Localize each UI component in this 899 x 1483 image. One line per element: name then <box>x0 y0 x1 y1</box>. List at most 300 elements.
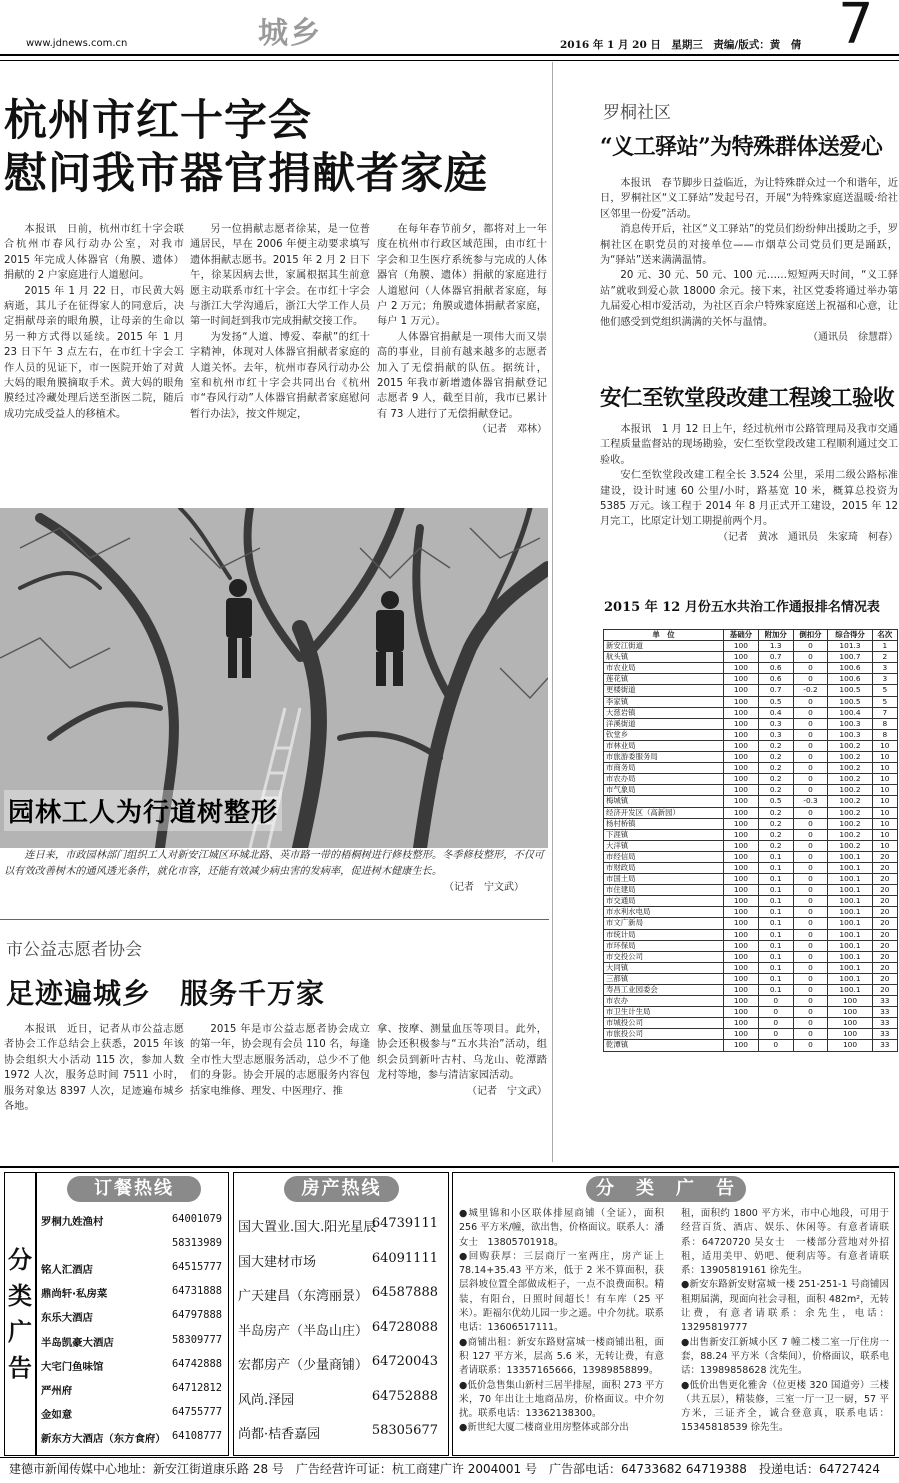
page-number: 7 <box>838 0 874 57</box>
ranking-row <box>604 707 898 718</box>
dining-phone[interactable]: 58309777 <box>171 1333 222 1346</box>
dining-name: 罗桐九姓渔村 <box>41 1216 104 1228</box>
ranking-row <box>604 807 898 818</box>
ranking-value-cell: 0 <box>793 785 828 796</box>
ranking-value-cell: 0 <box>793 1029 828 1040</box>
ranking-value-cell: 100.1 <box>828 874 872 885</box>
house-name: 国大建材市场 <box>238 1254 317 1270</box>
ranking-unit-cell: 钦堂乡 <box>604 729 724 740</box>
ranking-value-cell: 0.1 <box>758 885 793 896</box>
ranking-value-cell: 0 <box>793 718 828 729</box>
ranking-value-cell: 5 <box>872 685 897 696</box>
ranking-value-cell: 0 <box>793 763 828 774</box>
house-entry <box>238 1216 438 1235</box>
ranking-value-cell: 0 <box>793 641 828 652</box>
ranking-value-cell: 0 <box>793 674 828 685</box>
ranking-value-cell: 100.2 <box>828 752 872 763</box>
ranking-value-cell: 100 <box>724 918 759 929</box>
house-phone[interactable]: 64728088 <box>371 1319 438 1335</box>
dining-phone[interactable]: 64797888 <box>171 1309 222 1322</box>
ranking-value-cell: 100 <box>724 663 759 674</box>
ranking-value-cell: 100.1 <box>828 918 872 929</box>
classified-title: 分 类 广 告 <box>586 1176 746 1202</box>
ranking-value-cell: 0 <box>793 1040 828 1051</box>
ranking-row <box>604 829 898 840</box>
volunteer-col-3 <box>377 1022 547 1099</box>
footer-info: 建德市新闻传媒中心地址：新安江街道康乐路 28 号 广告经营许可证：杭工商建广许 2004001 号 广告部电话：64733682 64719388 投递电话：64727424 <box>0 1458 899 1483</box>
ranking-unit-cell: 市环保局 <box>604 940 724 951</box>
section-rule <box>0 60 899 61</box>
ranking-value-cell: 0.6 <box>758 674 793 685</box>
ranking-value-cell: 0.3 <box>758 729 793 740</box>
ranking-value-cell: 100.7 <box>828 652 872 663</box>
ranking-unit-cell: 市国土局 <box>604 874 724 885</box>
ranking-col-bonus: 附加分 <box>758 630 793 641</box>
house-name: 国大置业.国大.阳光星辰 <box>238 1220 377 1235</box>
house-entry <box>238 1251 438 1270</box>
ranking-row <box>604 752 898 763</box>
ranking-value-cell: 100.2 <box>828 840 872 851</box>
ranking-unit-cell: 乾潭镇 <box>604 1040 724 1051</box>
classified-item: ●商铺出租：新安东路财富城一楼商铺出租，面积 127 平方米，层高 5.6 米，无转让费，有意者请联系：13357165666，13989858899。 <box>459 1336 664 1377</box>
ranking-value-cell: 5 <box>872 696 897 707</box>
ranking-value-cell: 100 <box>724 874 759 885</box>
ranking-value-cell: 100.5 <box>828 685 872 696</box>
classified-item: ●城里锦和小区联体排屋商铺（全证），面积 256 平方米/幢，欲出售，价格面议。联系人：潘女士 13805701918。 <box>459 1208 664 1248</box>
main-paragraph: 人体器官捐献是一项伟大而又崇高的事业，目前有越来越多的志愿者加入了无偿捐献的队伍。据统计，2015 年我市新增遗体器官捐献登记志愿者 9 人，截至目前，我市已累计有 73 人进行了无偿捐献登记。 <box>377 331 547 420</box>
ranking-unit-cell: 市旅游委服务局 <box>604 752 724 763</box>
ranking-value-cell: 100 <box>724 774 759 785</box>
ranking-row <box>604 1029 898 1040</box>
house-phone[interactable]: 64091111 <box>371 1250 438 1266</box>
ranking-row <box>604 962 898 973</box>
ranking-value-cell: 0 <box>793 851 828 862</box>
ranking-unit-cell: 大慈岩镇 <box>604 707 724 718</box>
ads-side-label <box>4 1172 36 1456</box>
classified-item: ●低价急售集山新村三居半排屋，面积 273 平方米，70 年出让土地商品房，价格面议。中介勿扰。联系电话：13362138300。 <box>459 1379 664 1420</box>
ranking-row <box>604 840 898 851</box>
dining-phone[interactable]: 64001079 <box>171 1213 222 1225</box>
ranking-value-cell: 1.3 <box>758 641 793 652</box>
ranking-value-cell: 101.3 <box>828 641 872 652</box>
ranking-unit-cell: 市旅投公司 <box>604 1029 724 1040</box>
ranking-value-cell: 100.2 <box>828 785 872 796</box>
ads-side-char: 分 <box>8 1245 32 1274</box>
yiwu-kicker: 罗桐社区 <box>603 103 671 123</box>
dining-phone[interactable]: 64742888 <box>171 1357 222 1370</box>
ranking-row <box>604 1007 898 1018</box>
ranking-value-cell: 2 <box>872 652 897 663</box>
photo-headline: 园林工人为行道树整形 <box>4 790 282 831</box>
house-phone[interactable]: 58305677 <box>371 1423 438 1438</box>
ranking-unit-cell: 更楼街道 <box>604 685 724 696</box>
ranking-value-cell: 0.7 <box>758 685 793 696</box>
ranking-value-cell: 100 <box>724 973 759 984</box>
classified-item: 租，面积约 1800 平方米，市中心地段，可用于经营百货、酒店、娱乐、休闲等。有意者请联系：64720720 吴女士 一楼部分营地对外招租，适用美甲、奶吧、便利店等。有意者请联系：13905819161 徐先生。 <box>681 1208 889 1277</box>
ranking-row <box>604 818 898 829</box>
classified-item: ●新安东路新安财富城一楼 251-251-1 号商铺因租期届满，现面向社会寻租，面积 482m²，无转让费，有意者请联系：余先生，电话：13295819777 <box>681 1279 889 1334</box>
dining-name: 严州府 <box>41 1384 73 1397</box>
ranking-value-cell: 100.1 <box>828 896 872 907</box>
ranking-value-cell: 7 <box>872 707 897 718</box>
ranking-unit-cell: 航头镇 <box>604 652 724 663</box>
ranking-value-cell: 100 <box>724 763 759 774</box>
ranking-value-cell: 10 <box>872 796 897 807</box>
masthead-top-rule <box>0 54 899 56</box>
ranking-value-cell: 20 <box>872 885 897 896</box>
ranking-value-cell: 100.2 <box>828 740 872 751</box>
ranking-unit-cell: 市农办局 <box>604 774 724 785</box>
ranking-value-cell: 100 <box>724 829 759 840</box>
ranking-value-cell: 0.2 <box>758 818 793 829</box>
ranking-value-cell: 0 <box>758 1029 793 1040</box>
dining-name: 金如意 <box>41 1408 73 1421</box>
classified-col-right <box>681 1207 889 1453</box>
ranking-value-cell: 100.1 <box>828 973 872 984</box>
ranking-table <box>603 629 898 1052</box>
ranking-value-cell: 0 <box>793 652 828 663</box>
ranking-value-cell: 100.2 <box>828 763 872 774</box>
ranking-value-cell: 100.2 <box>828 818 872 829</box>
ranking-value-cell: 100 <box>724 1007 759 1018</box>
ranking-value-cell: 0.2 <box>758 752 793 763</box>
main-paragraph: 在每年春节前夕，都将对上一年度在杭州市行政区域范围，由市红十字会和卫生医疗系统参与完成的人体器官（角膜、遗体）捐献的家庭进行人道慰问（人体器官捐献者家庭，每户 2 万元；角膜或遗体捐献者家庭，每户 1 万元）。 <box>377 224 547 328</box>
ranking-row <box>604 862 898 873</box>
yiwu-paragraph: 消息传开后，社区“义工驿站”的党员们纷纷伸出援助之手，罗桐社区在职党员的对接单位——市烟草公司党员们更是踊跃，为“驿站”送来满满温情。 <box>600 224 898 267</box>
ranking-unit-cell: 市交通局 <box>604 896 724 907</box>
ranking-value-cell: 100 <box>724 652 759 663</box>
volunteer-rule <box>0 919 549 920</box>
ranking-value-cell: 100.2 <box>828 796 872 807</box>
road-headline: 安仁至钦堂段改建工程竣工验收 <box>600 386 895 411</box>
ranking-value-cell: 100.1 <box>828 962 872 973</box>
house-entry <box>238 1389 438 1408</box>
ranking-value-cell: 20 <box>872 973 897 984</box>
date-line: 2016 年 1 月 20 日 星期三 责编/版式：黄 倩 <box>560 39 802 51</box>
house-entry <box>238 1320 438 1339</box>
ranking-col-total: 综合得分 <box>828 630 872 641</box>
volunteer-paragraph: 本报讯 近日，记者从市公益志愿者协会工作总结会上获悉，2015 年该协会组织大小活动 115 次，参加人数 1972 人次，服务总时间 7511 小时，服务对象达 8397 人次，足迹遍布城乡各地。 <box>4 1024 184 1113</box>
ranking-value-cell: 100.2 <box>828 774 872 785</box>
ranking-value-cell: 0.1 <box>758 907 793 918</box>
ranking-value-cell: 0 <box>793 962 828 973</box>
ranking-value-cell: 0.2 <box>758 774 793 785</box>
dining-name: 半岛凯豪大酒店 <box>41 1336 114 1349</box>
ranking-value-cell: 0.1 <box>758 918 793 929</box>
ranking-value-cell: 0.1 <box>758 985 793 996</box>
road-byline: （记者 黄冰 通讯员 朱家琦 柯春） <box>718 531 898 543</box>
ranking-value-cell: 0 <box>793 663 828 674</box>
ranking-unit-cell: 市农业局 <box>604 663 724 674</box>
house-entry <box>238 1423 438 1442</box>
ranking-unit-cell: 市财政局 <box>604 862 724 873</box>
ranking-value-cell: 100.6 <box>828 674 872 685</box>
ranking-value-cell: 10 <box>872 774 897 785</box>
ranking-value-cell: 0 <box>793 829 828 840</box>
site-url[interactable]: www.jdnews.com.cn <box>26 38 128 49</box>
ranking-value-cell: 100 <box>724 962 759 973</box>
ranking-row <box>604 885 898 896</box>
ranking-row <box>604 996 898 1007</box>
ranking-value-cell: 10 <box>872 785 897 796</box>
ranking-row <box>604 985 898 996</box>
volunteer-kicker: 市公益志愿者协会 <box>6 940 142 960</box>
ranking-unit-cell: 莲花镇 <box>604 674 724 685</box>
classified-col-left <box>459 1207 664 1453</box>
ranking-col-unit: 单 位 <box>604 630 724 641</box>
ranking-value-cell: 33 <box>872 1029 897 1040</box>
photo-caption <box>4 848 548 895</box>
classified-item: ●低价出售更化雅舍（位更楼 320 国道旁）三楼（共五层），精装修，三室一厅一卫一厨，57 平方米，三证齐全，诚合登意真，联系电话：15345818539 徐先生。 <box>681 1379 889 1434</box>
ranking-row <box>604 652 898 663</box>
main-byline: （记者 邓林） <box>477 424 547 436</box>
road-paragraph: 本报讯 1 月 12 日上午，经过杭州市公路管理局及我市交通工程质量监督站的现场勘验，安仁至钦堂段改建工程顺利通过交工验收。 <box>600 424 898 466</box>
ranking-value-cell: 0 <box>793 918 828 929</box>
yiwu-body <box>600 176 898 345</box>
ranking-value-cell: 100 <box>724 896 759 907</box>
ranking-value-cell: 0 <box>793 818 828 829</box>
ranking-value-cell: 100.1 <box>828 929 872 940</box>
ranking-value-cell: 0 <box>793 896 828 907</box>
ranking-value-cell: 10 <box>872 740 897 751</box>
ranking-row <box>604 973 898 984</box>
ranking-value-cell: 0.2 <box>758 829 793 840</box>
ranking-value-cell: 100 <box>724 729 759 740</box>
ranking-value-cell: 0 <box>793 951 828 962</box>
dining-phone[interactable]: 64108777 <box>171 1429 222 1442</box>
ranking-value-cell: 0 <box>793 996 828 1007</box>
ranking-row <box>604 674 898 685</box>
ranking-value-cell: 1 <box>872 641 897 652</box>
ranking-row <box>604 918 898 929</box>
ranking-unit-cell: 新安江街道 <box>604 641 724 652</box>
house-title: 房产热线 <box>284 1176 399 1202</box>
ranking-value-cell: 0.2 <box>758 740 793 751</box>
ranking-row <box>604 718 898 729</box>
house-phone[interactable]: 64720043 <box>371 1354 438 1369</box>
ranking-value-cell: 100.1 <box>828 940 872 951</box>
ranking-row <box>604 1018 898 1029</box>
ranking-unit-cell: 经济开发区（高新园） <box>604 807 724 818</box>
ranking-unit-cell: 大同镇 <box>604 962 724 973</box>
ranking-value-cell: 20 <box>872 874 897 885</box>
ranking-row <box>604 907 898 918</box>
yiwu-paragraph: 20 元、30 元、50 元、100 元……短短两天时间，“义工驿站”就收到爱心款 18000 余元。接下来，社区党委将通过举办第九届爱心相市爱活动，为社区百余户特殊家庭送上祝福和心意，让他们感受到党组织满满的关怀与温情。 <box>600 270 898 328</box>
ranking-value-cell: 0 <box>793 807 828 818</box>
ranking-value-cell: 8 <box>872 718 897 729</box>
ranking-unit-cell: 杨村桥镇 <box>604 818 724 829</box>
ranking-value-cell: 10 <box>872 818 897 829</box>
ranking-value-cell: 20 <box>872 851 897 862</box>
ranking-unit-cell: 李家镇 <box>604 696 724 707</box>
ranking-col-rank: 名次 <box>872 630 897 641</box>
ranking-unit-cell: 市气象局 <box>604 785 724 796</box>
house-name: 半岛房产（半岛山庄） <box>238 1323 369 1339</box>
ranking-col-base: 基础分 <box>724 630 759 641</box>
volunteer-byline: （记者 宁文武） <box>467 1085 547 1097</box>
ranking-col-deduct: 倒扣分 <box>793 630 828 641</box>
ranking-value-cell: -0.3 <box>793 796 828 807</box>
house-phone[interactable]: 64752888 <box>371 1388 438 1404</box>
dining-phone[interactable]: 64755777 <box>171 1405 222 1418</box>
dining-phone[interactable]: 58313989 <box>171 1237 222 1250</box>
photo-caption-text: 连日来，市政园林部门组织工人对新安江城区环城北路、英市路一带的梧桐树进行修枝整形。冬季修枝整形，不仅可以有效改善树木的通风透光条件，就化市容，还能有效减少病虫害的发病率，促进树木健康生长。 <box>4 850 544 877</box>
volunteer-headline: 足迹遍城乡 服务千万家 <box>6 977 326 1010</box>
ranking-row <box>604 951 898 962</box>
main-paragraph: 本报讯 日前，杭州市红十字会联合杭州市春风行动办公室，对我市 2015 年完成人体器官（角膜、遗体）捐献的 2 户家庭进行人道慰问。 <box>4 224 184 282</box>
ranking-value-cell: 100 <box>724 752 759 763</box>
ranking-value-cell: 0 <box>793 774 828 785</box>
road-body <box>600 422 898 545</box>
ranking-value-cell: 100.1 <box>828 862 872 873</box>
ranking-value-cell: 100.3 <box>828 718 872 729</box>
ranking-value-cell: 100 <box>724 696 759 707</box>
ranking-value-cell: 8 <box>872 729 897 740</box>
ranking-value-cell: 0 <box>793 940 828 951</box>
ranking-value-cell: 0 <box>793 740 828 751</box>
ranking-value-cell: 100 <box>724 796 759 807</box>
ranking-value-cell: 0.2 <box>758 785 793 796</box>
dining-name: 鼎尚轩·私房菜 <box>41 1288 108 1301</box>
main-article-col-3 <box>377 222 547 437</box>
ranking-unit-cell: 市住建局 <box>604 885 724 896</box>
ranking-value-cell: 100.1 <box>828 951 872 962</box>
ranking-value-cell: 0 <box>793 874 828 885</box>
ranking-value-cell: 20 <box>872 940 897 951</box>
section-label: 城乡 <box>258 16 322 51</box>
ranking-value-cell: 0.5 <box>758 696 793 707</box>
main-paragraph: 另一位捐献志愿者徐某，是一位普通居民，早在 2006 年便主动要求填写遗体捐献志愿书。2015 年 2 月 2 日下午，徐某因病去世，家属根据其生前意愿主动联系市红十字会。在市红十字会与浙江大学沟通后，浙江大学工作人员第一时间赶到我市完成捐献交接工作。 <box>190 224 370 328</box>
ranking-value-cell: 0 <box>758 1040 793 1051</box>
ranking-value-cell: 100 <box>724 785 759 796</box>
ranking-table-body <box>604 641 898 1051</box>
ranking-value-cell: 100 <box>724 929 759 940</box>
ranking-unit-cell: 三都镇 <box>604 973 724 984</box>
ads-side-char: 广 <box>8 1317 32 1346</box>
ranking-row <box>604 685 898 696</box>
ranking-value-cell: 0 <box>793 1018 828 1029</box>
ranking-value-cell: 100.1 <box>828 907 872 918</box>
ranking-value-cell: 3 <box>872 674 897 685</box>
ranking-value-cell: 0 <box>793 729 828 740</box>
ranking-unit-cell: 市文广新局 <box>604 918 724 929</box>
house-entry <box>238 1285 438 1304</box>
ranking-value-cell: 33 <box>872 1040 897 1051</box>
ranking-value-cell: 0.4 <box>758 707 793 718</box>
ranking-row <box>604 774 898 785</box>
ranking-value-cell: 20 <box>872 862 897 873</box>
main-article-col-2 <box>190 222 370 422</box>
ranking-value-cell: 0.1 <box>758 851 793 862</box>
ranking-value-cell: -0.2 <box>793 685 828 696</box>
ranking-value-cell: 0.2 <box>758 807 793 818</box>
ranking-unit-cell: 市农办 <box>604 996 724 1007</box>
ranking-value-cell: 33 <box>872 996 897 1007</box>
ranking-value-cell: 0.1 <box>758 929 793 940</box>
ranking-row <box>604 940 898 951</box>
ranking-value-cell: 100.2 <box>828 807 872 818</box>
ranking-unit-cell: 市交投公司 <box>604 951 724 962</box>
ranking-unit-cell: 市城投公司 <box>604 1018 724 1029</box>
ranking-value-cell: 0 <box>793 840 828 851</box>
dining-box <box>36 1172 229 1456</box>
dining-title: 订餐热线 <box>67 1176 201 1202</box>
main-headline-line-2: 慰问我市器官捐献者家庭 <box>4 149 488 199</box>
ranking-row <box>604 641 898 652</box>
ranking-value-cell: 20 <box>872 896 897 907</box>
ranking-value-cell: 0 <box>793 973 828 984</box>
ranking-value-cell: 100 <box>828 996 872 1007</box>
ranking-value-cell: 33 <box>872 1018 897 1029</box>
ranking-value-cell: 100 <box>828 1007 872 1018</box>
ranking-value-cell: 100 <box>724 685 759 696</box>
ranking-value-cell: 100.3 <box>828 729 872 740</box>
ranking-value-cell: 0.1 <box>758 973 793 984</box>
volunteer-paragraph: 2015 年是市公益志愿者协会成立的第一年，协会现有会员 110 名，每逢全市性大型志愿服务活动，总少不了他们的身影。协会开展的志愿服务内容包括家电维修、理发、中医理疗、推 <box>190 1024 370 1097</box>
dining-name: 东乐大酒店 <box>41 1312 93 1325</box>
ranking-value-cell: 0 <box>793 752 828 763</box>
ranking-row <box>604 851 898 862</box>
ranking-value-cell: 20 <box>872 907 897 918</box>
ranking-row <box>604 1040 898 1051</box>
road-paragraph: 安仁至钦堂段改建工程全长 3.524 公里，采用二级公路标准建设，设计时速 60 公里/小时，路基宽 10 米，概算总投资为 5385 万元。该工程于 2014 年 8 月正式开工建设，2015 年 12 月完工，比原定计划工期提前两个月。 <box>600 470 898 528</box>
house-name: 尚都·桔香嘉园 <box>238 1427 321 1442</box>
ranking-row <box>604 740 898 751</box>
tree-trimming-photo <box>0 508 548 848</box>
dining-phone[interactable]: 64515777 <box>171 1261 222 1274</box>
ranking-header-row <box>604 630 898 641</box>
ranking-value-cell: 10 <box>872 829 897 840</box>
ranking-value-cell: 100.1 <box>828 985 872 996</box>
ranking-value-cell: 100 <box>724 840 759 851</box>
dining-name: 大宅门鱼味馆 <box>41 1360 104 1373</box>
ranking-value-cell: 20 <box>872 929 897 940</box>
main-article-col-1 <box>4 222 184 422</box>
main-paragraph: 2015 年 1 月 22 日，市民黄大妈病逝，其儿子在征得家人的同意后，决定捐献母亲的眼角膜，让母亲的生命以另一种方式得以延续。2015 年 1 月 23 日下午 3 点左右，在市红十字会工作人员的见证下，市一医院开始了对黄大妈的眼角膜摘取手术。黄大妈的眼角膜经过冷藏处理后送至浙医二院，随后成功完成受益人的移植术。 <box>4 285 184 420</box>
ranking-unit-cell: 市卫生计生局 <box>604 1007 724 1018</box>
ranking-value-cell: 100 <box>724 1029 759 1040</box>
ranking-value-cell: 0 <box>793 696 828 707</box>
house-phone[interactable]: 64739111 <box>371 1216 438 1231</box>
dining-phone[interactable]: 64731888 <box>171 1285 222 1298</box>
ranking-unit-cell: 市商务局 <box>604 763 724 774</box>
ranking-value-cell: 100 <box>828 1029 872 1040</box>
ranking-value-cell: 100.6 <box>828 663 872 674</box>
ranking-unit-cell: 市林业局 <box>604 740 724 751</box>
ranking-unit-cell: 市经信局 <box>604 851 724 862</box>
ranking-row <box>604 663 898 674</box>
dining-name: 铭人汇酒店 <box>41 1264 93 1277</box>
ranking-unit-cell: 寿昌工业园委会 <box>604 985 724 996</box>
yiwu-byline: （通讯员 徐慧群） <box>808 332 898 344</box>
ranking-value-cell: 100 <box>724 807 759 818</box>
ranking-unit-cell: 大洋镇 <box>604 840 724 851</box>
photo-byline: （记者 宁文武） <box>444 882 524 893</box>
ranking-value-cell: 0 <box>793 1007 828 1018</box>
ranking-value-cell: 0.1 <box>758 862 793 873</box>
ranking-row <box>604 874 898 885</box>
volunteer-col-1 <box>4 1022 184 1114</box>
dining-phone[interactable]: 64712812 <box>171 1381 222 1394</box>
ads-side-char: 类 <box>8 1281 32 1310</box>
classified-ads-section <box>0 1166 899 1458</box>
house-phone[interactable]: 64587888 <box>371 1285 438 1300</box>
ranking-value-cell: 100 <box>724 996 759 1007</box>
ranking-value-cell: 20 <box>872 962 897 973</box>
ranking-value-cell: 0 <box>793 907 828 918</box>
ranking-value-cell: 0.1 <box>758 940 793 951</box>
ranking-value-cell: 100 <box>724 740 759 751</box>
